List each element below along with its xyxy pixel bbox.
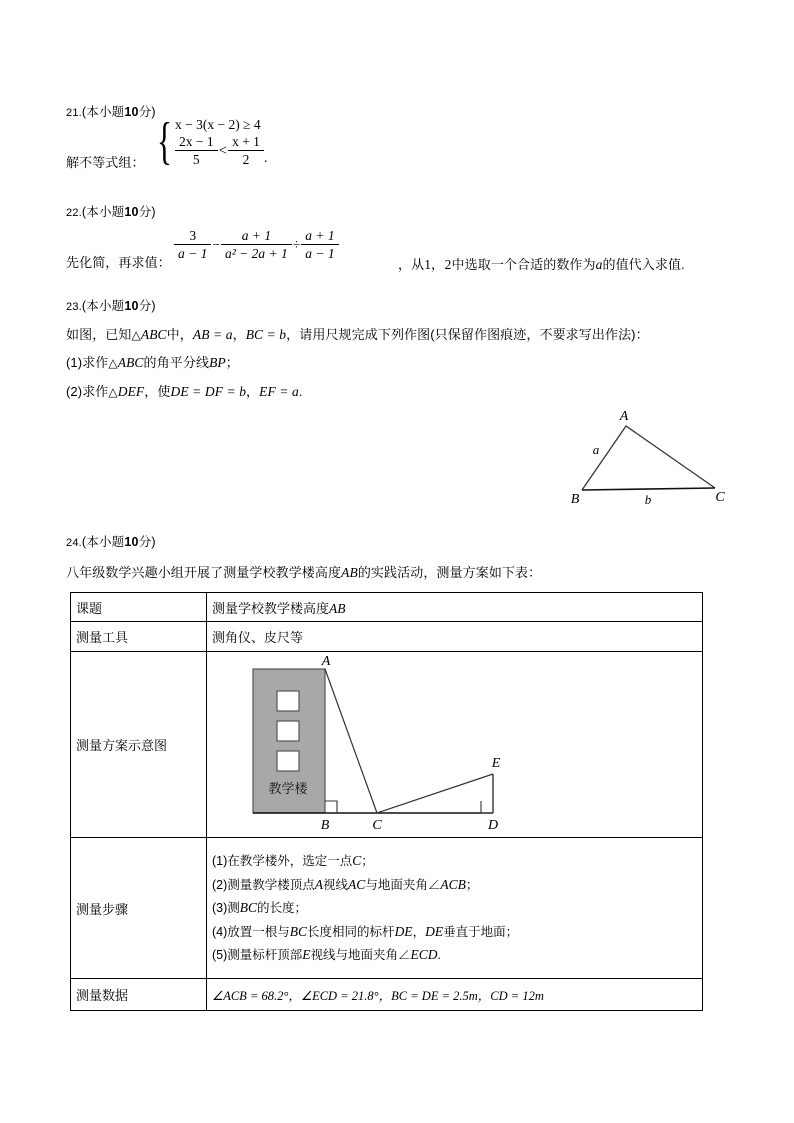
topic-ab: AB bbox=[329, 600, 346, 616]
building-window-icon bbox=[277, 721, 299, 741]
diagram-point-e-label: E bbox=[491, 756, 501, 771]
q22-frac-2 bbox=[221, 228, 292, 261]
q24-marks-pre: (本小题 bbox=[81, 535, 125, 549]
q22-num: 22. bbox=[66, 207, 82, 219]
q24-lead-p2: 的实践活动，测量方案如下表： bbox=[357, 565, 542, 580]
step-item-2 bbox=[212, 873, 702, 897]
step-2-g: ； bbox=[465, 877, 479, 892]
measurement-diagram-svg bbox=[225, 653, 525, 836]
q22-tail-var: a bbox=[595, 257, 603, 272]
q24-num: 24. bbox=[66, 537, 82, 549]
triangle-symbol-icon: △ bbox=[131, 328, 141, 342]
row-value-topic bbox=[207, 593, 703, 622]
q23-s2-p1: (2)求作 bbox=[66, 384, 109, 399]
diagram-point-d-label: D bbox=[487, 818, 499, 833]
q24-lead-ab: AB bbox=[341, 565, 358, 580]
table-row bbox=[71, 979, 703, 1011]
row-label-diagram: 测量方案示意图 bbox=[71, 652, 207, 838]
q22-tail-a: ，从 bbox=[398, 257, 425, 272]
row-label-steps: 测量步骤 bbox=[71, 838, 207, 979]
q22-marks-suf: 分) bbox=[138, 205, 156, 219]
measurement-data-text: ∠ACB = 68.2°，∠ECD = 21.8°，BC = DE = 2.5m，CD = 12m bbox=[212, 988, 544, 1003]
triangle-symbol-icon: △ bbox=[108, 356, 118, 370]
question-23-statement bbox=[66, 324, 649, 343]
step-2-d: AC bbox=[348, 876, 366, 892]
step-2-f: ACB bbox=[440, 876, 466, 892]
q23-ab: AB = a bbox=[192, 327, 233, 342]
step-4-d: DE bbox=[394, 923, 413, 939]
q22-marks-pre: (本小题 bbox=[81, 205, 125, 219]
triangle-side-b-label: b bbox=[644, 492, 652, 507]
diagram-point-c-label: C bbox=[372, 818, 382, 833]
q23-marks: 10 bbox=[124, 299, 139, 313]
q22-tail-nums: 1，2 bbox=[424, 257, 452, 272]
sight-line-ac bbox=[325, 669, 377, 813]
diagram-point-a-label: A bbox=[321, 654, 331, 669]
q23-s1-p3: ； bbox=[225, 355, 239, 370]
step-2-b: A bbox=[314, 876, 324, 892]
q23-s2-p3: ， bbox=[246, 384, 260, 399]
step-4-f: DE bbox=[425, 923, 444, 939]
step-5-c: 视线与地面夹角∠ bbox=[310, 948, 411, 963]
question-23-number bbox=[66, 296, 156, 314]
measurement-steps-list bbox=[212, 845, 702, 971]
topic-text: 测量学校教学楼高度 bbox=[212, 600, 330, 616]
q22-frac-1-num: 3 bbox=[174, 228, 211, 245]
table-row bbox=[71, 652, 703, 838]
row-label-topic: 课题 bbox=[71, 593, 207, 622]
step-item-1 bbox=[212, 849, 702, 873]
q23-marks-suf: 分) bbox=[138, 299, 156, 313]
question-22-expression bbox=[174, 228, 339, 261]
q22-frac-1-den: a − 1 bbox=[178, 246, 208, 262]
q23-p1: 如图，已知 bbox=[66, 327, 132, 342]
step-4-g: 垂直于地面； bbox=[443, 924, 519, 939]
q21-marks-pre: (本小题 bbox=[81, 105, 125, 119]
table-row bbox=[71, 838, 703, 979]
q22-frac-3 bbox=[301, 228, 338, 261]
row-value-tools: 测角仪、皮尺等 bbox=[207, 622, 703, 652]
q22-frac-2-den: a² − 2a + 1 bbox=[225, 246, 288, 262]
q21-lead: 解不等式组： bbox=[66, 155, 145, 170]
step-2-e: 与地面夹角∠ bbox=[365, 877, 441, 892]
q23-p4: ，请用尺规完成下列作图(只保留作图痕迹，不要求写出作法)： bbox=[286, 327, 649, 342]
q22-frac-1 bbox=[174, 228, 211, 261]
row-value-diagram bbox=[207, 652, 703, 838]
triangle-symbol-icon: △ bbox=[108, 385, 118, 399]
sight-line-ce bbox=[377, 774, 493, 813]
building-window-icon bbox=[277, 691, 299, 711]
triangle-side-bc bbox=[582, 488, 715, 490]
q23-abc: ABC bbox=[140, 327, 167, 342]
question-24-lead bbox=[66, 562, 541, 581]
question-22-number bbox=[66, 202, 156, 220]
right-angle-marker-d-icon bbox=[481, 801, 493, 813]
building-label: 教学楼 bbox=[268, 781, 308, 796]
question-21-number bbox=[66, 102, 156, 120]
q21-marks: 10 bbox=[124, 105, 139, 119]
question-23-triangle-figure bbox=[560, 398, 740, 510]
question-24-number bbox=[66, 532, 156, 550]
q22-frac-3-den: a − 1 bbox=[305, 246, 335, 262]
q23-s1-abc: ABC bbox=[117, 355, 144, 370]
q22-lead-text: 先化简，再求值： bbox=[66, 255, 171, 270]
step-4-b: BC bbox=[289, 923, 308, 939]
step-5-b: E bbox=[302, 947, 311, 963]
q24-marks: 10 bbox=[124, 535, 139, 549]
table-row bbox=[71, 622, 703, 652]
step-3-post: 的长度； bbox=[257, 901, 308, 916]
left-brace-icon: { bbox=[156, 112, 172, 170]
step-4-a: (4)放置一根与 bbox=[212, 924, 290, 939]
q23-s2-def: DEF bbox=[117, 384, 145, 399]
triangle-vertex-c-label: C bbox=[715, 490, 725, 505]
q21-frac-left bbox=[175, 134, 218, 167]
q21-frac-left-den: 5 bbox=[192, 152, 200, 168]
q24-lead-p1: 八年级数学兴趣小组开展了测量学校教学楼高度 bbox=[66, 565, 342, 580]
row-value-data bbox=[207, 979, 703, 1011]
step-2-c: 视线 bbox=[323, 877, 349, 892]
row-label-tools: 测量工具 bbox=[71, 622, 207, 652]
question-21-prompt bbox=[66, 152, 145, 171]
q21-frac-left-num: 2x − 1 bbox=[175, 134, 218, 151]
step-item-5 bbox=[212, 943, 702, 967]
row-label-data: 测量数据 bbox=[71, 979, 207, 1011]
q23-s2-eq2: EF = a bbox=[259, 384, 299, 399]
triangle-vertex-b-label: B bbox=[570, 492, 580, 507]
q23-s2-p4: . bbox=[298, 384, 303, 399]
step-4-e: ， bbox=[412, 924, 426, 939]
q21-num: 21. bbox=[66, 107, 82, 119]
q24-marks-suf: 分) bbox=[138, 535, 156, 549]
q22-frac-2-num: a + 1 bbox=[221, 228, 292, 245]
q23-s1-p2: 的角平分线 bbox=[143, 355, 210, 370]
q21-marks-suf: 分) bbox=[138, 105, 156, 119]
q23-s2-p2: ，使 bbox=[144, 384, 171, 399]
q21-inequality-1: x − 3(x − 2) ≥ 4 bbox=[174, 117, 261, 132]
diagram-point-b-label: B bbox=[320, 818, 330, 833]
step-1-pre: (1)在教学楼外，选定一点 bbox=[212, 854, 353, 869]
q22-frac-3-num: a + 1 bbox=[301, 228, 338, 245]
q23-s1-bp: BP bbox=[209, 355, 226, 370]
triangle-sides-ab-ac bbox=[582, 426, 715, 490]
step-1-math: C bbox=[352, 853, 362, 869]
step-3-math: BC bbox=[239, 900, 258, 916]
table-row bbox=[71, 593, 703, 622]
q23-s1-p1: (1)求作 bbox=[66, 355, 109, 370]
measurement-scheme-table bbox=[70, 592, 703, 1011]
q23-p3: ， bbox=[232, 327, 246, 342]
triangle-side-a-label: a bbox=[592, 442, 600, 457]
q23-marks-pre: (本小题 bbox=[81, 299, 125, 313]
triangle-vertex-a-label: A bbox=[619, 409, 629, 424]
q23-bc: BC = b bbox=[245, 327, 287, 342]
step-1-post: ； bbox=[361, 854, 374, 869]
question-21-system bbox=[152, 112, 268, 170]
q22-tail-c: 的值代入求值. bbox=[602, 257, 685, 272]
step-5-d: ECD bbox=[410, 947, 438, 963]
q21-frac-right bbox=[228, 134, 264, 167]
q22-marks: 10 bbox=[124, 205, 139, 219]
step-item-4 bbox=[212, 920, 702, 944]
step-5-a: (5)测量标杆顶部 bbox=[212, 948, 303, 963]
q22-tail-b: 中选取一个合适的数作为 bbox=[451, 257, 596, 272]
q21-period: . bbox=[263, 151, 268, 167]
q23-s2-eq1: DE = DF = b bbox=[170, 384, 247, 399]
right-angle-marker-b-icon bbox=[325, 801, 337, 813]
q21-relation: < bbox=[218, 142, 228, 159]
building-window-icon bbox=[277, 751, 299, 771]
row-value-steps bbox=[207, 838, 703, 979]
step-item-3 bbox=[212, 896, 702, 920]
triangle-abc-svg bbox=[560, 398, 740, 510]
q22-op-2: ÷ bbox=[292, 236, 301, 252]
step-5-e: . bbox=[437, 948, 442, 963]
q22-op-1: − bbox=[212, 236, 220, 252]
step-2-a: (2)测量教学楼顶点 bbox=[212, 877, 315, 892]
question-22-tail bbox=[398, 253, 685, 273]
question-23-part-1 bbox=[66, 352, 239, 371]
q21-frac-right-num: x + 1 bbox=[228, 134, 264, 151]
question-22-lead bbox=[66, 252, 171, 271]
step-3-pre: (3)测 bbox=[212, 901, 240, 916]
step-4-c: 长度相同的标杆 bbox=[307, 924, 395, 939]
q23-p2: 中， bbox=[166, 327, 193, 342]
q21-frac-right-den: 2 bbox=[242, 152, 250, 168]
question-23-part-2 bbox=[66, 381, 303, 400]
q23-num: 23. bbox=[66, 301, 82, 313]
